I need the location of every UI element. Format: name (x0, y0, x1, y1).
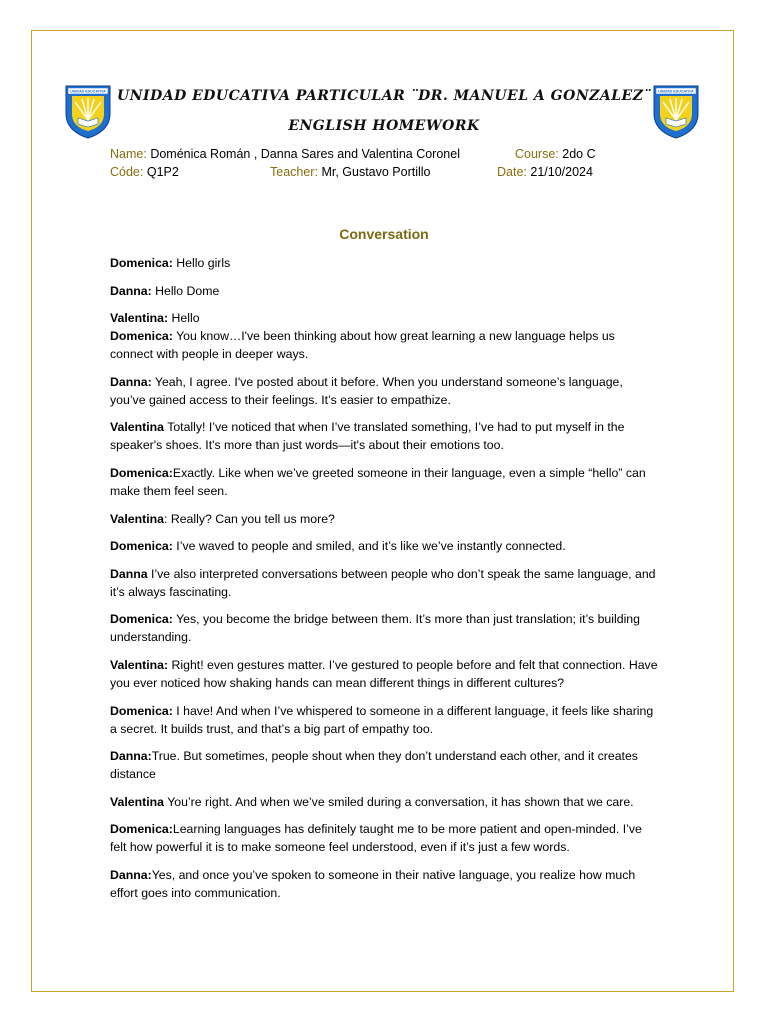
speaker-name: Domenica: (110, 539, 173, 554)
speaker-name: Valentina (110, 511, 164, 526)
dialogue-line (110, 327, 660, 363)
crest-banner-text: UNIDAD EDUCATIVA (658, 89, 694, 94)
dialogue-line (110, 866, 660, 902)
speaker-name: Valentina: (110, 657, 169, 672)
course-label: Course: (515, 147, 559, 161)
crest-banner-text: UNIDAD EDUCATIVA (70, 89, 106, 94)
dialogue-text: Hello Dome (151, 283, 220, 298)
dialogue-text: Hello (168, 311, 200, 326)
dialogue-line (110, 373, 660, 409)
course-field (515, 147, 596, 161)
dialogue-line (110, 610, 660, 646)
conversation (110, 254, 660, 912)
code-field (110, 165, 179, 179)
speaker-name: Domenica: (110, 329, 173, 344)
name-value: Doménica Román , Danna Sares and Valentina Coronel (150, 147, 460, 161)
dialogue-line (110, 282, 660, 300)
speaker-name: Domenica: (110, 703, 173, 718)
course-value: 2do C (562, 147, 596, 161)
speaker-name: Danna: (110, 374, 152, 389)
dialogue-text: Learning languages has definitely taught me to be more patient and open-minded. I’ve felt how powerful it is to make someone feel understood, even if it’s just a few words. (110, 822, 642, 855)
dialogue-text: Hello girls (172, 256, 231, 270)
dialogue-text: I’ve also interpreted conversations between people who don’t speak the same language, and it’s always fascinating. (110, 566, 656, 599)
dialogue-line (110, 793, 660, 811)
name-label: Name: (110, 147, 147, 161)
dialogue-text: Yes, and once you’ve spoken to someone in their native language, you realize how much effort goes into communication. (110, 867, 636, 900)
dialogue-line (110, 656, 660, 692)
dialogue-line (110, 702, 660, 738)
dialogue-line (110, 254, 660, 272)
dialogue-line (110, 309, 660, 327)
teacher-label: Teacher: (270, 165, 318, 179)
name-field (110, 147, 460, 161)
dialogue-text: Yes, you become the bridge between them. It’s more than just translation; it’s building understanding. (110, 612, 640, 645)
dialogue-text: I’ve waved to people and smiled, and it’s like we’ve instantly connected. (172, 539, 566, 554)
dialogue-line (110, 418, 660, 454)
dialogue-text: I have! And when I’ve whispered to someone in a different language, it feels like sharing a secret. It builds trust, and that’s a big part of empathy too. (110, 703, 654, 736)
speaker-name: Domenica: (110, 612, 173, 627)
dialogue-text: True. But sometimes, people shout when they don’t understand each other, and it creates distance (110, 749, 638, 782)
dialogue-line (110, 820, 660, 856)
speaker-name: Danna: (110, 867, 152, 882)
dialogue-line (110, 510, 660, 528)
dialogue-line (110, 565, 660, 601)
dialogue-text: Exactly. Like when we’ve greeted someone in their language, even a simple “hello” can make them feel seen. (110, 465, 646, 498)
date-field (497, 165, 593, 179)
code-label: Códe: (110, 165, 144, 179)
speaker-name: Danna: (110, 283, 152, 298)
school-title: UNIDAD EDUCATIVA PARTICULAR ¨DR. MANUEL A GONZALEZ¨ (117, 88, 651, 104)
speaker-name: Domenica: (110, 256, 173, 270)
homework-title: ENGLISH HOMEWORK (288, 118, 480, 134)
speaker-name: Danna: (110, 749, 152, 764)
teacher-field (270, 165, 431, 179)
dialogue-text: Totally! I’ve noticed that when I’ve translated something, I’ve had to put myself in the speaker's shoes. It's more than just words—it's about their emotions too. (110, 420, 625, 453)
dialogue-text: Right! even gestures matter. I’ve gestured to people before and felt that connection. Have you ever noticed how shaking hands can mean different things in different cultures? (110, 657, 658, 690)
speaker-name: Domenica: (110, 465, 173, 480)
dialogue-line (110, 537, 660, 555)
speaker-name: Valentina: (110, 311, 169, 326)
date-label: Date: (497, 165, 527, 179)
date-value: 21/10/2024 (530, 165, 593, 179)
speaker-name: Valentina (110, 794, 164, 809)
dialogue-line (110, 747, 660, 783)
speaker-name: Domenica: (110, 822, 173, 837)
dialogue-text: : Really? Can you tell us more? (164, 511, 335, 526)
dialogue-line (110, 464, 660, 500)
dialogue-text: Yeah, I agree. I've posted about it before. When you understand someone’s language, you’ve gained access to their feelings. It’s easier to empathize. (110, 374, 623, 407)
dialogue-text: You’re right. And when we’ve smiled during a conversation, it has shown that we care. (164, 794, 634, 809)
speaker-name: Danna (110, 566, 148, 581)
code-value: Q1P2 (146, 165, 179, 179)
dialogue-text: You know…I've been thinking about how great learning a new language helps us connect with people in deeper ways. (110, 329, 615, 362)
section-title: Conversation (339, 226, 429, 242)
teacher-value: Mr, Gustavo Portillo (321, 165, 431, 179)
speaker-name: Valentina (110, 420, 164, 435)
